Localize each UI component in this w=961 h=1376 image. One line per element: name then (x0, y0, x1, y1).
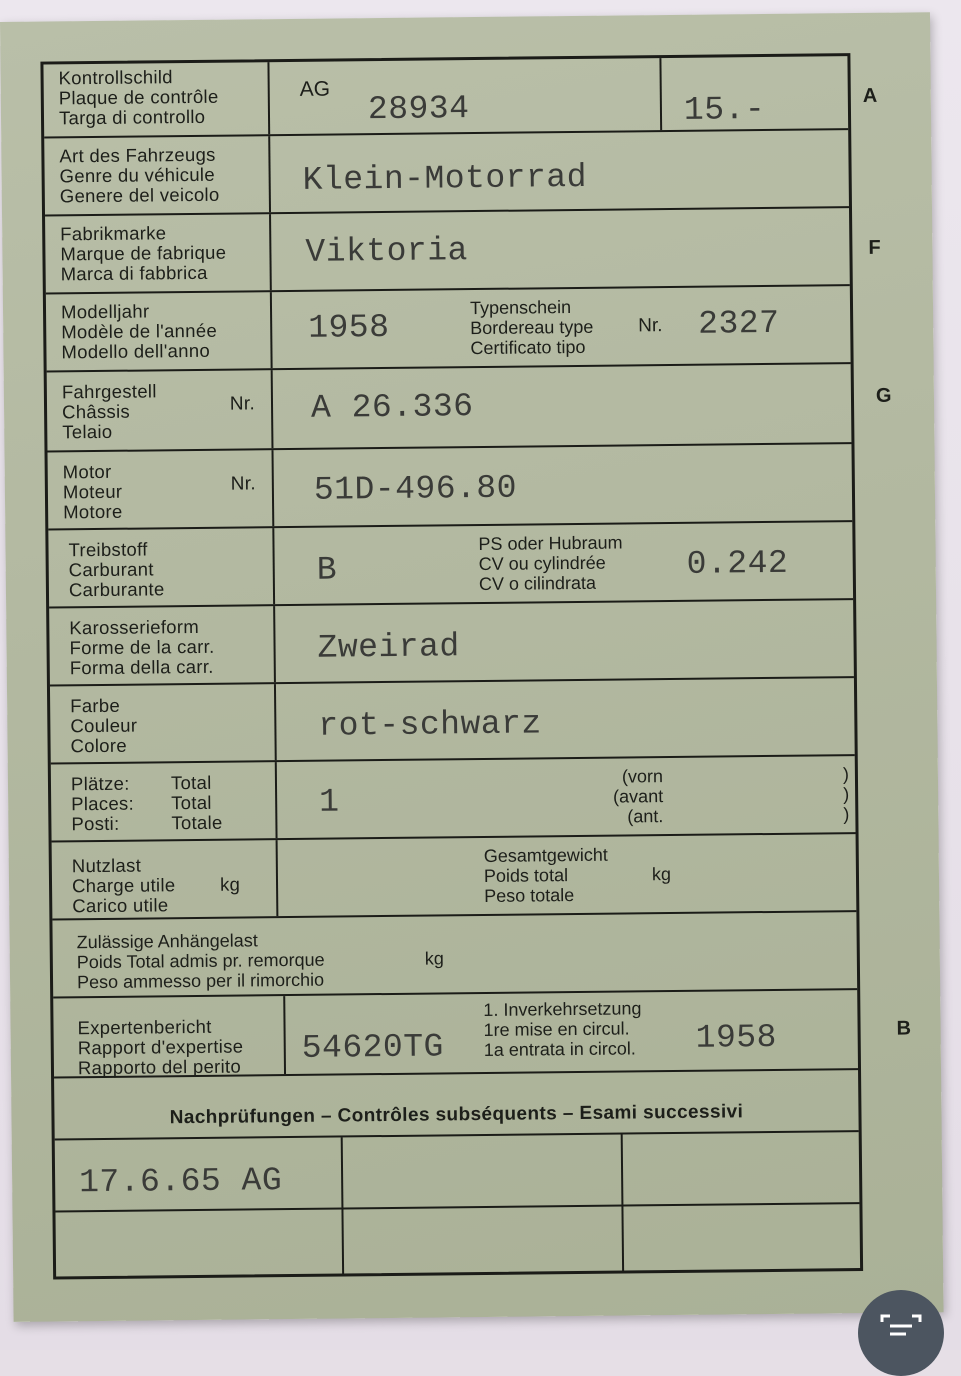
chassis-value: A 26.336 (310, 388, 474, 427)
make-value: Viktoria (305, 232, 469, 271)
type-nr-label: Nr. (638, 315, 663, 337)
inspections-divider-4 (621, 1207, 624, 1273)
margin-letter-b: B (896, 1017, 912, 1040)
seats-value: 1 (318, 783, 340, 821)
first-registration-label: 1. Inverkehrsetzung 1re mise en circul. 1a entrata in circol. (483, 998, 642, 1060)
inspections-divider-3 (341, 1209, 344, 1275)
label-color: Farbe Couleur Colore (50, 684, 277, 762)
vehicle-registration-card (0, 12, 944, 1322)
label-trailer: Zulässige Anhängelast Poids Total admis pr. remorque Peso ammesso per il rimorchio (76, 930, 325, 993)
fuel-value: B (316, 551, 338, 589)
plate-fee: 15.- (683, 90, 766, 129)
row-engine (48, 444, 853, 530)
engine-value: 51D-496.80 (313, 469, 518, 509)
row-inspections-heading (54, 1070, 859, 1140)
scan-text-icon (880, 1312, 922, 1342)
total-weight-unit: kg (651, 864, 672, 885)
inspections-row-1 (55, 1132, 860, 1212)
label-vehicle-type: Art des Fahrzeugs Genre du véhicule Genere del veicolo (44, 136, 271, 214)
row-chassis (47, 364, 852, 452)
row-fuel (48, 522, 853, 608)
row-expert (53, 990, 858, 1078)
label-fuel: Treibstoff Carburant Carburante (48, 528, 275, 606)
type-nr-value: 2327 (698, 304, 780, 343)
plate-canton: AG (299, 77, 331, 101)
label-expert: Expertenbericht Rapport d'expertise Rapporto del perito (53, 996, 286, 1076)
label-seats: Plätze: Total Places: Total Posti: Totale (51, 762, 278, 840)
label-chassis: Fahrgestell Châssis Telaio Nr. (47, 370, 274, 450)
inspections-divider-1 (341, 1137, 344, 1207)
chassis-nr-label: Nr. (229, 393, 256, 415)
inspection-entry-1: 17.6.65 AG (78, 1162, 283, 1202)
row-vehicle-type (44, 130, 849, 216)
row-trailer (52, 912, 857, 998)
seats-front-label: (vorn (avant (ant. (613, 766, 664, 827)
label-plate: Kontrollschild Plaque de contrôle Targa di controllo (43, 62, 270, 136)
inspections-heading: Nachprüfungen – Contrôles subséquents – Esami successivi (169, 1101, 744, 1129)
row-seats (51, 756, 856, 842)
vehicle-type-value: Klein-Motorrad (302, 158, 588, 199)
registration-form (40, 53, 863, 1279)
row-plate (43, 56, 848, 138)
row-model-year (46, 286, 851, 372)
total-weight-label: Gesamtgewicht Poids total Peso totale (483, 844, 608, 906)
row-body (49, 600, 854, 686)
plate-divider (659, 58, 662, 130)
color-value: rot-schwarz (318, 705, 542, 745)
power-value: 0.242 (686, 544, 789, 583)
trailer-unit: kg (424, 948, 444, 969)
margin-letter-g: G (875, 384, 892, 407)
power-label: PS oder Hubraum CV ou cylindrée CV o cilindrata (478, 532, 623, 595)
model-year-value: 1958 (308, 308, 390, 347)
scan-text-button[interactable] (858, 1290, 944, 1376)
expert-report-value: 54620TG (301, 1028, 445, 1067)
label-payload: Nutzlast Charge utile kg Carico utile (52, 840, 279, 918)
body-value: Zweirad (317, 628, 460, 667)
row-make (45, 208, 850, 294)
label-body: Karosserieform Forme de la carr. Forma della carr. (49, 606, 276, 684)
engine-nr-label: Nr. (230, 473, 256, 495)
label-engine: Motor Moteur Motore Nr. (48, 450, 275, 528)
margin-letter-f: F (868, 236, 881, 259)
first-registration-value: 1958 (695, 1018, 778, 1057)
seats-front-brackets: ) ) ) (842, 764, 850, 825)
plate-number: 28934 (367, 90, 470, 129)
row-color (50, 678, 855, 764)
label-model-year: Modelljahr Modèle de l'année Modello dell'anno (46, 292, 273, 370)
inspections-divider-2 (621, 1135, 624, 1205)
row-payload (52, 834, 857, 920)
label-make: Fabrikmarke Marque de fabrique Marca di fabbrica (45, 214, 272, 292)
type-certificate-label: Typenschein Bordereau type Certificato tipo (469, 297, 594, 359)
margin-letter-a: A (862, 84, 878, 107)
inspections-row-2 (55, 1204, 860, 1278)
